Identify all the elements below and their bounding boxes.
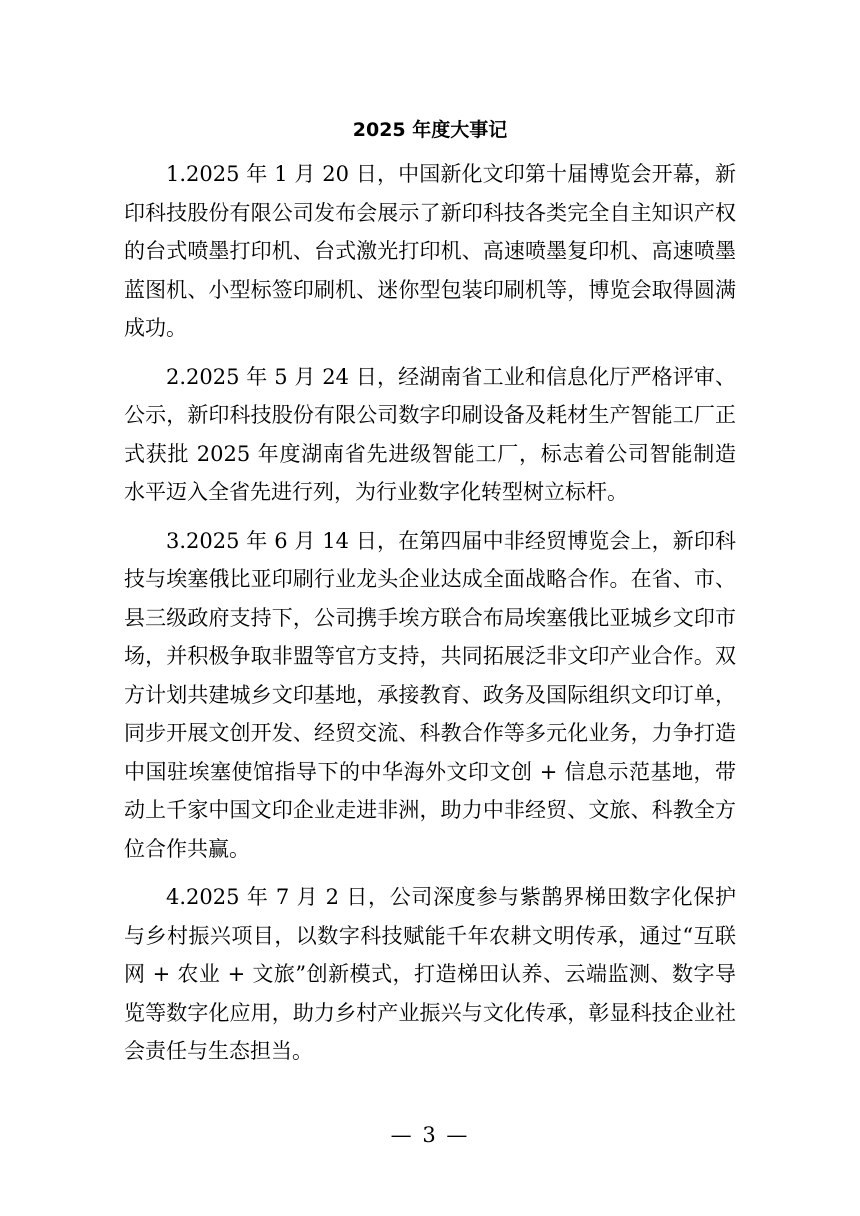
paragraph-event-3: 3.2025 年 6 月 14 日，在第四届中非经贸博览会上，新印科技与埃塞俄比亚印刷行业龙头企业达成全面战略合作。在省、市、县三级政府支持下，公司携手埃方联合布局埃塞俄比亚城乡文印市场，并积极争取非盟等官方支持，共同拓展泛非文印产业合作。双方计划共建城乡文印基地，承接教育、政务及国际组织文印订单，同步开展文创开发、经贸交流、科教合作等多元化业务，力争打造中国驻埃塞使馆指导下的中华海外文印文创 + 信息示范基地，带动上千家中国文印企业走进非洲，助力中非经贸、文旅、科教全方位合作共赢。 bbox=[124, 528, 736, 861]
document-body bbox=[124, 155, 736, 1081]
paragraph-event-1: 1.2025 年 1 月 20 日，中国新化文印第十届博览会开幕，新印科技股份有限公司发布会展示了新印科技各类完全自主知识产权的台式喷墨打印机、台式激光打印机、高速喷墨复印机、高速喷墨蓝图机、小型标签印刷机、迷你型包装印刷机等，博览会取得圆满成功。 bbox=[124, 162, 736, 340]
document-title: 2025 年度大事记 bbox=[352, 119, 508, 141]
paragraph-event-2: 2.2025 年 5 月 24 日，经湖南省工业和信息化厅严格评审、公示，新印科技股份有限公司数字印刷设备及耗材生产智能工厂正式获批 2025 年度湖南省先进级智能工厂，标志着公司智能制造水平迈入全省先进行列，为行业数字化转型树立标杆。 bbox=[124, 364, 736, 504]
paragraph-event-4: 4.2025 年 7 月 2 日，公司深度参与紫鹊界梯田数字化保护与乡村振兴项目，以数字科技赋能千年农耕文明传承，通过“互联网 + 农业 + 文旅”创新模式，打造梯田认养、云端监测、数字导览等数字化应用，助力乡村产业振兴与文化传承，彰显科技企业社会责任与生态担当。 bbox=[124, 885, 736, 1063]
page-number: — 3 — bbox=[390, 1123, 470, 1147]
